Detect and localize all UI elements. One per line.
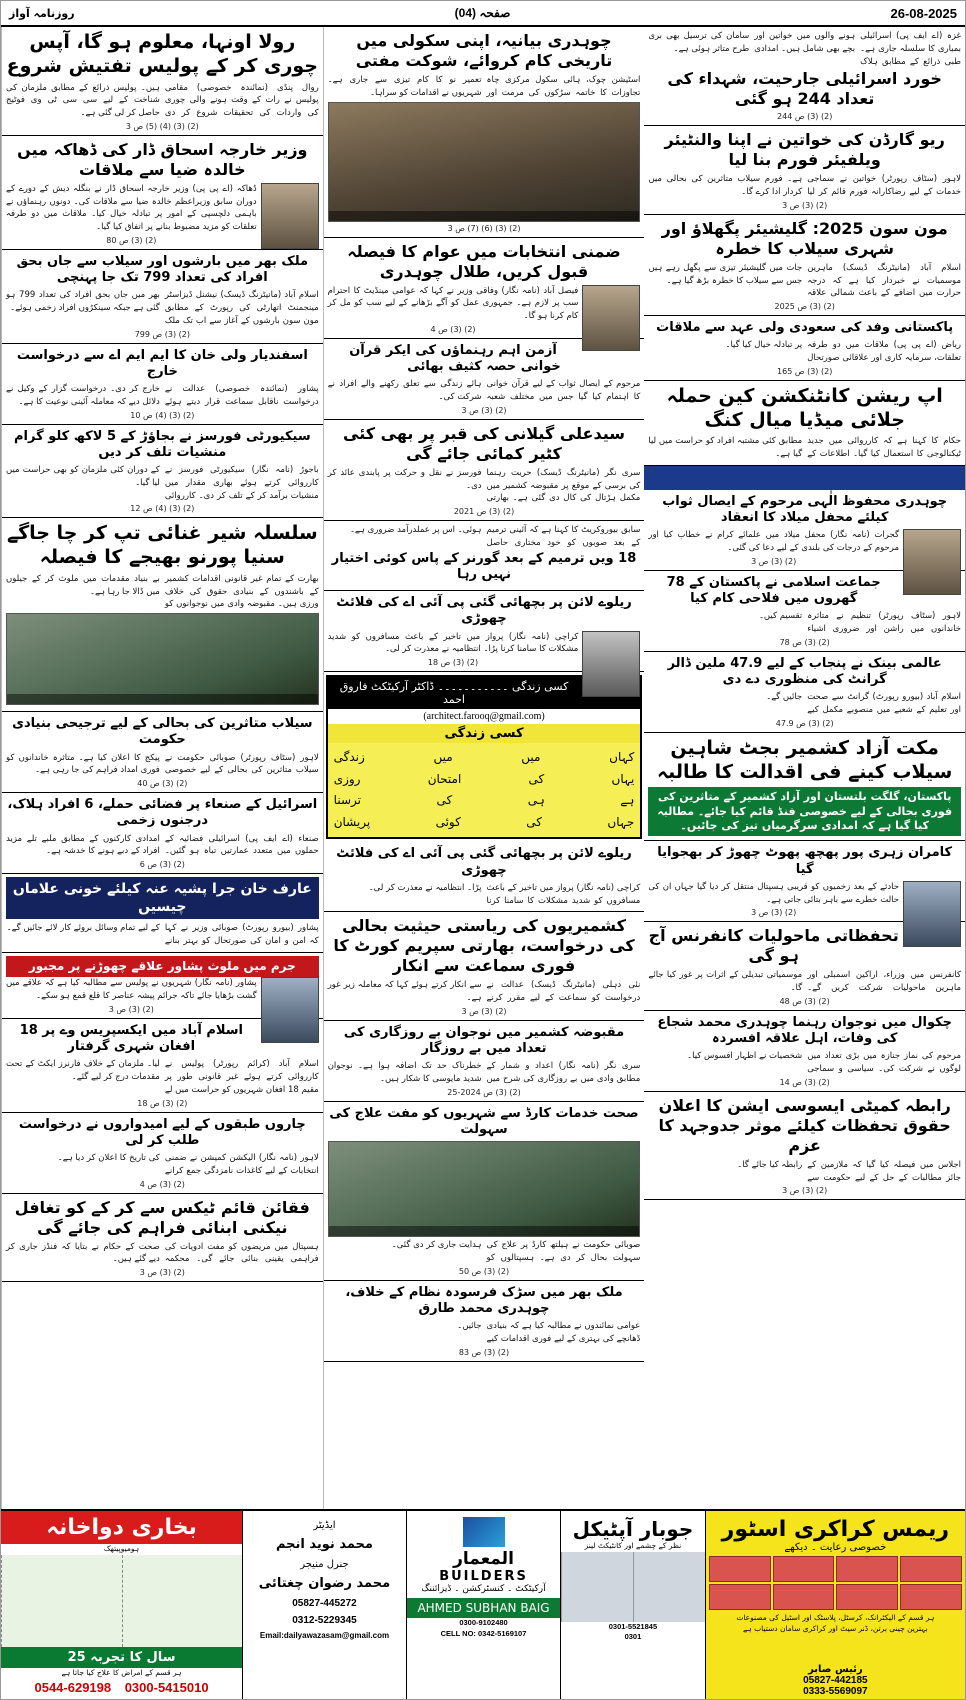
editor-label: ایڈیٹر [313,1520,336,1531]
lens-photo [633,1552,705,1622]
article-banner [2,874,323,953]
article-body: لاہور (سٹاف رپورٹر) تنظیم نے متاثرہ خاندانوں میں راشن اور ضروری اشیاء تقسیم کیں۔ [758,611,962,635]
column-1 [1,27,323,1699]
cell-number[interactable]: CELL NO: 0342-5169107 [440,1628,527,1638]
article-body: صوبائی حکومت نے ہیلتھ کارڈ پر علاج کی سہولت بحال کر دی ہے۔ ہسپتالوں کو ہدایت جاری کر دی گئی۔ [391,1240,641,1264]
article-body: لاہور (نامہ نگار) الیکشن کمیشن نے ضمنی انتخابات کے لیے کاغذات نامزدگی جمع کرانے کی تاریخ کا اعلان کر دیا ہے۔ [57,1153,319,1176]
headline: چاروں طبقوں کے لیے امیدواروں نے درخواست طلب کر لی [18,1116,306,1148]
article-body: پشاور (نمائندہ خصوصی) عدالت نے درخواست ناقابل سماعت قرار دیتے ہوئے خارج کر دی۔ درخواست گزار کے وکیل نے دلائل دیے کہ معاملہ آئینی نوعیت کا ہے۔ [6,384,319,407]
crockery-owner: رئیس صابر [808,1664,863,1675]
article-body: ریاض (اے پی پی) ملاقات میں دو طرفہ تعلقات، سرمایہ کاری اور علاقائی صورتحال پر تبادلہ خیال کیا گیا۔ [725,340,962,363]
headline: مکت آزاد کشمیر بجٹ شاہین سیلاب کینے فی اقدالت کا طالبہ [657,736,953,783]
article [2,1113,323,1194]
article-body: گجرات (نامہ نگار) محفل میلاد میں علمائے کرام نے خطاب کیا اور مرحوم کے درجات کی بلندی کے لیے دعا کی گئی۔ [648,530,900,554]
headline: تحفظاتی ماحولیات کانفرنس آج ہو گی [648,926,899,966]
pharmacy-phone-1[interactable]: 0544-629198 [34,1680,112,1695]
article [324,1102,645,1281]
article-body: کراچی (نامہ نگار) پرواز میں تاخیر کے باعث مسافروں کو شدید مشکلات کا سامنا کرنا پڑا۔ انتظامیہ نے معذرت کر لی۔ [368,882,641,906]
byline: (2) (3) ص 48 [779,996,830,1006]
article [2,136,323,250]
headline: 18 ویں ترمیم کے بعد گورنر کے پاس کوئی اختیار نہیں رہا [331,550,637,582]
optical-phone-2[interactable]: 0301 [624,1632,642,1641]
article-body: حکام کا کہنا ہے کہ کارروائی میں جدید ٹیکنالوجی کا استعمال کیا گیا۔ اطلاعات کے مطابق کئی مشتبہ افراد کو حراست میں لیا گیا ہے۔ [648,436,962,459]
poem-line [334,790,635,812]
headline: ریو گارڈن کی خواتین نے اپنا والنٹیئر ویلفیئر فورم بنا لیا [664,130,945,170]
manager-label: جنرل منیجر [300,1559,349,1571]
product-thumb [900,1556,962,1582]
ad-crockery[interactable] [705,1511,965,1699]
poem-word: امتحان [427,771,462,786]
byline: (2) (3) ص 14 [779,1077,830,1087]
byline: (2) (3) (4) ص 10 [130,410,195,420]
article [644,126,965,215]
glasses-photo [561,1552,633,1622]
byline: (2) (3) ص 2025 [774,302,835,311]
ad-builders[interactable] [406,1511,560,1699]
headline: فقائن قائم ٹیکس سے کر کے کو تغافل نیکنی ابنائی فراہم کی جائے گی [14,1197,310,1237]
article [2,27,323,136]
product-thumb [836,1556,898,1582]
byline: (2) (3) ص 165 [777,366,833,376]
crockery-phone-2[interactable]: 0333-5569097 [803,1686,868,1697]
poem-word: کہاں [609,750,635,764]
poem-line [334,769,635,791]
pharmacy-experience [1,1647,242,1668]
headline: آزمن اہم رہنماؤں کی ایکر قرآن خوانی حصہ کثیف بھائی [349,342,561,374]
article-body: عوامی نمائندوں نے مطالبہ کیا ہے کہ بنیادی ڈھانچے کی بہتری کے لیے فوری اقدامات کیے جائیں۔ [457,1321,641,1345]
article [324,339,645,420]
headline: سیکیورٹی فورسز نے بجاؤڑ کے 5 لاکھ کلو گرام منشیات تلف کر دیں [14,428,311,460]
crockery-product-grid [706,1553,965,1613]
crockery-contact [706,1664,965,1697]
headline: جرم میں ملوث پشاور علاقے چھوڑنے پر مجبور [6,956,319,978]
product-thumb [709,1556,771,1582]
headline: سیدعلی گیلانی کی قبر پر بھی کئی کٹیر کمائی جائے گی [343,423,625,463]
article-body: اسلام آباد (بیورو رپورٹ) گرانٹ سے صحت اور تعلیم کے شعبے میں منصوبے مکمل کیے جائیں گے۔ [766,692,962,716]
article [324,238,645,339]
headline: ضمنی انتخابات میں عوام کا فیصلہ قبول کریں، طلال چوہدری [347,241,621,281]
article-body: اسٹیشن چوک، ہائی سکول مرکزی چاہ تجاوزات کا خاتمہ سڑکوں کی مرمت اور تعمیر نو کا کام تیزی سے جاری ہے۔ شہریوں نے اقدامات کو سراہا۔ [327,75,641,98]
bottom-ad-row [1,1509,965,1699]
photo-caption [7,694,318,704]
article [324,1021,645,1102]
poem-word: روزی [333,771,361,786]
article-body: کانفرنس میں وزراء، اراکین اسمبلی اور ماہرین ماحولیات شرکت کریں گے۔ موسمیاتی تبدیلی کے اثرات پر غور کیا جائے گا۔ [648,970,962,994]
article-body: لاہور (سٹاف رپورٹر) خواتین نے سماجی خدمات کے لیے رضاکارانہ فورم قائم کر لیا ہے۔ فورم سیلاب متاثرین کی بحالی میں کردار ادا کرے گا۔ [648,174,962,197]
ad-pharmacy[interactable] [1,1511,242,1699]
poem-word: ہے [620,793,635,808]
headline: وزیر خارجہ اسحاق ڈار کی ڈھاکہ میں خالدہ ضیا سے ملاقات [17,139,308,179]
headline: عارف خان جرا پشیہ عنہ کیلئے خونی علاماں چیسیں [6,877,319,919]
headline: جماعت اسلامی نے پاکستان کے 78 گھروں میں فلاحی کام کیا [666,574,881,607]
optical-ad-body [561,1511,705,1699]
article [644,1011,965,1092]
article-body: اسلام آباد (مانیٹرنگ ڈیسک) ماہرین موسمیات نے خبردار کیا ہے کہ درجہ حرارت میں اضافے کے باعث شمالی علاقہ جات میں گلیشیئر تیزی سے پگھل رہے ہیں جس سے سیلاب کا خطرہ بڑھ گیا ہے۔ [648,262,962,299]
column-2 [323,27,645,1699]
byline: (2) (3) ص 3 [782,1186,828,1196]
article [2,1194,323,1283]
builders-person: AHMED SUBHAN BAIG [407,1598,560,1618]
section-banner [644,466,965,490]
product-thumb [836,1584,898,1610]
headline: اپ ریشن کانٹنکشن کین حملہ جلائی میڈیا میال کنگ [666,384,943,431]
optical-name: جوبار آپٹیکل [572,1517,694,1541]
article-body: سری نگر (نامہ نگار) اعداد و شمار کے مطابق وادی میں بے روزگاری کی شرح میں خطرناک حد تک اضافہ ہوا ہے۔ نوجوان شدید مایوسی کا شکار ہیں۔ [327,1061,641,1085]
poem-email: (architect.farooq@gmail.com) [423,711,545,722]
byline: (2) (3) ص 78 [779,637,830,647]
column-3 [644,27,965,1699]
builders-services: آرکیٹکٹ ۔ کنسٹرکشن ۔ ڈیزائننگ [421,1584,546,1594]
news-photo [328,102,641,222]
poem-word: پریشان [333,814,371,829]
headline: چوہدری محفوظ الٰہی مرحوم کے ایصال ثواب کیلئے محفل میلاد کا انعقاد [662,493,948,526]
optical-phone-1[interactable]: 0301-5521845 [608,1621,658,1631]
headline: اسلام آباد میں ایکسپریس وے پر 18 افغان شہری گرفتار [19,1022,243,1055]
portrait-photo [582,631,640,697]
headline: چوہدری بیانیہ، اپنی سکولی میں تاریخی کام کروائے، شوکت مفتی [355,31,613,70]
news-photo [328,1141,641,1237]
poem-title: کسی زندگی [328,724,641,743]
poem-word: کی [436,793,453,808]
headline: ملک بھر میں سڑک فرسودہ نظام کے خلاف، چوہدری محمد طارق [345,1284,623,1317]
pharmacy-title: بخاری دواخانہ [1,1511,242,1544]
poem-word: کی [528,771,545,786]
editor-name: محمد نوید انجم [275,1537,373,1552]
byline: (2) (3) ص 83 [458,1347,510,1357]
poem-author-line: کسی زندگی ۔۔۔۔۔۔۔۔۔۔۔ ڈاکٹر آرکیٹکٹ فاروق احمد [328,677,641,709]
byline: (2) (3) ص 799 [134,329,190,339]
byline: (2) (3) ص 80 [106,235,157,245]
article [2,344,323,425]
article [324,27,645,238]
poem-word: میں [433,750,453,764]
article [644,27,965,126]
manager-name: محمد رضوان چغتائی [258,1576,391,1592]
pharmacy-sub: ہومیوپیتھک [103,1544,140,1553]
article-body: روال پنڈی (نمائندہ خصوصی) مقامی پولیس نے رات کے وقت ہونے والی چوری کی واردات کی تحقیقات شروع کر دی ہیں۔ پولیس ذرائع کے مطابق ملزمان کی شناخت کے لیے سی سی ٹی وی فوٹیج حاصل کر لی گئی ہے۔ [6,82,319,118]
article-featured [2,518,323,712]
whatsapp-number[interactable]: 0300-9102480 [459,1618,508,1627]
crockery-phone-1[interactable]: 05827-442185 [803,1675,868,1686]
article-body: ہسپتال میں مریضوں کو مفت ادویات کی فراہمی یقینی بنائی جائے گی۔ محکمہ صحت کے حکام نے بتایا کہ فنڈز جاری کر دیے گئے ہیں۔ [6,1241,319,1265]
builders-ad-body [407,1517,560,1699]
byline: (2) (3) ص 3 [461,405,507,415]
pharmacy-phone-2[interactable]: 0300-5415010 [124,1680,209,1695]
paper-name: روزنامہ آواز [9,6,75,20]
poem-word: ہی [527,793,545,808]
crockery-line1: ہر قسم کے الیکٹرانک، کرسٹل، پلاسٹک اور اسٹیل کی مصنوعات [736,1613,935,1622]
builders-arabic-name: المعمار [453,1549,514,1569]
herbs-photo [1,1555,122,1647]
headline: خورد اسرائیلی جارحیت، شہداء کی تعداد 244 ہو گئی [667,69,942,109]
product-thumb [900,1584,962,1610]
portrait-photo [582,285,640,351]
article [324,521,645,591]
pharmacy-ad-body [1,1511,242,1699]
headline: مقبوضہ کشمیر میں نوجوان بے روزگاری کی تعداد میں بے روزگار [343,1024,625,1057]
article-body: اسلام آباد (مانیٹرنگ ڈیسک) نیشنل ڈیزاسٹر مینجمنٹ اتھارٹی کی رپورٹ کے مطابق مون سون بارشوں کے آغاز سے اب تک ملک بھر میں جاں بحق افراد کی تعداد 799 ہو گئی ہے جبکہ سینکڑوں افراد زخمی ہوئے۔ [6,290,319,326]
issue-date: 26-08-2025 [890,5,957,21]
article-body: باجوڑ (نامہ نگار) سیکیورٹی فورسز نے کارروائی کرتے ہوئے بھاری مقدار میں منشیات برآمد کر کے تلف کر دی۔ کارروائی کے دوران کئی ملزمان کو بھی حراست میں لیا گیا۔ [6,465,319,501]
masthead [1,1,965,27]
byline: (2) (3) ص 6 [139,860,185,869]
headline: چکوال میں نوجوان رہنما چوہدری محمد شجاع کی وفات، اہل علاقہ افسردہ [657,1014,953,1047]
article [644,316,965,381]
headline: سیلاب متاثرین کی بحالی کے لیے ترجیحی بنیادی حکومت [12,716,313,748]
article-body: اجلاس میں فیصلہ کیا گیا کہ ملازمین کے جائز مطالبات کے حل کے لیے حکومت سے رابطہ کیا جائے گا۔ [737,1159,962,1183]
byline: (2) (3) ص 3 [751,556,797,566]
article [2,953,323,1019]
article-body: پشاور (بیورو رپورٹ) صوبائی وزیر نے کہا کہ امن و امان کی صورتحال کو بہتر بنانے کے لیے تمام وسائل بروئے کار لائے جائیں گے۔ [6,923,319,947]
article [2,425,323,519]
headline: کامران زہری پور پھچھ پھوٹ چھوڑ کر بھجوایا گیا [657,845,953,877]
byline: (2) (3) ص 3 [782,200,828,210]
press-phone-1[interactable]: 05827-445272 [292,1598,357,1610]
byline: (2) (3) ص 3 [751,908,797,918]
byline: (2) (3) ص 244 [777,112,833,122]
headline: ملک بھر میں بارشوں اور سیلاب سے جاں بحق افراد کی تعداد 799 تک جا پہنچی [16,253,309,285]
press-phone-2[interactable]: 0312-5229345 [292,1615,357,1627]
portrait-photo [903,881,961,947]
crockery-line2: بہترین چینی برتن، ڈنر سیٹ اور کراکری سامان دستیاب ہے [742,1623,928,1633]
byline: (2) (3) (4) (5) ص 3 [125,121,199,131]
pharmacy-contact [1,1678,242,1698]
article-banner [644,381,965,466]
pharmacy-product-images [1,1555,242,1647]
article-body: مرحوم کی نماز جنازہ میں بڑی تعداد میں لوگوں نے شرکت کی۔ سیاسی و سماجی شخصیات نے اظہار افسوس کیا۔ [687,1051,962,1075]
photo-caption [329,211,640,221]
article [324,1281,645,1362]
byline: (2) (3) ص 3 [139,1268,185,1278]
headline: ریلوے لائن پر بچھائی گئی پی آئی اے کی فلائٹ چھوڑی [336,846,632,878]
article [324,420,645,521]
experience-label: سال کا تجربہ [90,1649,176,1665]
headline: رابطہ کمیٹی ایسوسی ایشن کا اعلان حقوق تحفظات کیلئے موثر جدوجہد کا عزم [658,1095,951,1155]
photo-caption [329,1226,640,1236]
article-body: غزہ (اے ایف پی) اسرائیلی بمباری کا سلسلہ جاری ہے۔ طبی ذرائع کے مطابق ہلاک ہونے والوں میں خواتین اور بچے بھی شامل ہیں۔ امدادی سامان کی ترسیل بھی بری طرح متاثر ہوئی ہے۔ [648,31,962,67]
article-subhead: پاکستان، گلگت بلتستان اور آزاد کشمیر کے متاثرین کی فوری بحالی کے لیے خصوصی فنڈ قائم کیا جائے۔ مطالبہ کیا گیا ہے کہ امدادی سرگرمیاں تیز کی جائیں۔ [648,787,961,836]
article [644,841,965,922]
poem-word: زندگی [333,750,365,764]
portrait-photo [261,977,319,1043]
headline: صحت خدمات کارڈ سے شہریوں کو مفت علاج کی سہولت [329,1105,639,1138]
byline: (2) (3) ص 3 [461,1006,507,1016]
article-featured [644,733,965,841]
optical-sub: نظر کے چشمے اور کانٹیکٹ لینز [584,1541,682,1550]
byline: (2) (3) ص 40 [137,779,188,788]
poem-word: میں [521,750,541,764]
portrait-photo [903,529,961,595]
news-photo [6,613,319,705]
publication-imprint [242,1511,406,1699]
press-email[interactable]: Email:dailyawazasam@gmail.com [259,1631,390,1641]
poem-line [334,812,635,834]
builders-brand: BUILDERS [439,1569,528,1584]
poem-lines [328,743,641,837]
poem-word: کوئی [435,814,461,829]
headline: مون سون 2025: گلیشیئر پگھلاؤ اور شہری سیلاب کا خطرہ [661,218,948,258]
article [2,793,323,874]
headline: کشمیریوں کی ریاستی حیثیت بحالی کی درخواست، بھارتی سپریم کورٹ کا فوری سماعت سے انکار [333,916,635,976]
poem-box [326,675,643,839]
article-body: ڈھاکہ (اے پی پی) وزیر خارجہ اسحاق ڈار نے بنگلہ دیش کے دورے کے دوران سابق وزیراعظم خالدہ ضیا سے ملاقات کی۔ دونوں رہنماؤں نے باہمی دلچسپی کے امور پر تبادلہ خیال کیا۔ ملاقات میں دو طرفہ تعلقات کو مزید مضبوط بنانے پر اتفاق کیا گیا۔ [6,183,257,232]
builders-logo-icon [463,1517,505,1547]
article-body: سابق بیوروکریٹ کا کہنا ہے کہ آئینی ترمیم کے بعد صوبوں کو خود مختاری حاصل ہوئی۔ اس پر عملدرآمد ضروری ہے۔ [349,525,641,548]
columns-container [1,27,965,1699]
article [644,490,965,571]
byline: (2) (3) ص 47.9 [775,718,834,728]
article-body: حادثے کے بعد زخمیوں کو قریبی ہسپتال منتقل کر دیا گیا جہاں ان کی حالت خطرے سے باہر بتائی جاتی ہے۔ [648,881,900,905]
byline: (2) (3) ص 18 [137,1098,188,1108]
poem-word: یہاں [611,771,635,786]
article-body: صنعاء (اے ایف پی) اسرائیلی فضائیہ کے حملوں میں متعدد عمارتیں تباہ ہو گئیں۔ امدادی کارکنوں کے مطابق ملبے تلے مزید افراد کے دبے ہونے کا خدشہ ہے۔ [6,833,319,857]
headline: اسفندیار ولی خان کا ایم ایم اے سے درخواست خارج [16,347,308,379]
headline: رولا اونہا، معلوم ہو گا، آپس چوری کر کے پولیس تفتیش شروع [6,31,319,77]
headline: سلسلہ شیر غنائی تپ کر چا جاگے سنیا پورنو بھیجے کا فیصلہ [6,522,318,568]
experience-years: 25 [67,1649,86,1665]
product-thumb [773,1584,835,1610]
poem-line [334,747,635,769]
crockery-sub: خصوصی رعایت ۔ دیکھے [784,1542,887,1553]
article [324,591,645,672]
article-body: اسلام آباد (کرائم رپورٹر) پولیس نے کارروائی کرتے ہوئے غیر قانونی طور پر مقیم 18 افغان شہریوں کو حراست میں لے لیا۔ ملزمان کے خلاف فارنرز ایکٹ کے تحت مقدمات درج کر لیے گئے۔ [6,1059,319,1095]
article-body: کراچی (نامہ نگار) پرواز میں تاخیر کے باعث مسافروں کو شدید مشکلات کا سامنا کرنا پڑا۔ انتظامیہ نے معذرت کر لی۔ [327,631,579,655]
byline: (2) (3) ص 4 [139,1179,185,1189]
headline: عالمی بینک نے پنجاب کے لیے 47.9 ملین ڈالر گرانٹ کی منظوری دے دی [667,655,942,688]
optical-images [561,1552,705,1622]
article [644,1092,965,1201]
article [324,912,645,1021]
article-body: نئی دہلی (مانیٹرنگ ڈیسک) عدالت نے درخواست کو سماعت کے لیے مقرر کرنے سے انکار کرتے ہوئے کہا کہ معاملہ زیر غور ہے۔ [327,980,641,1004]
byline: (2) (3) (4) ص 12 [130,504,195,514]
poem-word: کی [526,814,542,829]
article-body: سری نگر (مانیٹرنگ ڈیسک) حریت رہنما کی برسی کے موقع پر مقبوضہ کشمیر میں مکمل ہڑتال کی کال دی گئی ہے۔ بھارتی فورسز نے نقل و حرکت پر پابندی عائد کر دی۔ [327,467,641,504]
poem-word: جہاں [607,814,635,829]
article [324,842,645,912]
medicine-bottles-photo [122,1555,243,1647]
article-body: فیصل آباد (نامہ نگار) وفاقی وزیر نے کہا کہ عوامی مینڈیٹ کا احترام سب پر لازم ہے۔ جمہوری عمل کو آگے بڑھانے کے لیے سب کو مل کر کام کرنا ہو گا۔ [327,285,579,321]
page-number: صفحہ (04) [454,6,511,20]
crockery-ad-body [706,1511,965,1699]
portrait-photo [261,183,319,249]
product-thumb [773,1556,835,1582]
headline: پاکستانی وفد کی سعودی ولی عہد سے ملاقات [656,320,954,335]
byline: (2) (3) ص 4 [430,324,476,334]
article [2,712,323,793]
article-body: مرحوم کے ایصال ثواب کے لیے قرآن خوانی کا اہتمام کیا گیا جس میں مختلف شعبہ ہائے زندگی سے تعلق رکھنے والے افراد نے شرکت کی۔ [327,379,641,402]
ad-optical[interactable] [560,1511,705,1699]
article [2,250,323,344]
byline: (2) (3) ص 50 [458,1266,510,1276]
article [644,215,965,316]
byline: (2) (3) ص 2024-25 [447,1087,521,1097]
byline: (2) (3) ص 2021 [453,507,515,516]
article-body: لاہور (سٹاف رپورٹر) صوبائی حکومت نے سیلاب متاثرین کی بحالی کے لیے خصوصی پیکج کا اعلان کیا ہے۔ متاثرہ خاندانوں کو فوری امداد فراہم کی جا رہی ہے۔ [6,752,319,776]
headline: اسرائیل کے صنعاء پر فضائی حملے، 6 افراد ہلاک، درجنوں زخمی [7,797,318,829]
byline: (2) (3) ص 18 [427,658,479,667]
poem-word: ترسنا [333,793,361,808]
pharmacy-line: ہر قسم کے امراض کا علاج کیا جاتا ہے [61,1667,182,1677]
byline: (2) (3) (6) (7) ص 3 [447,223,521,233]
headline: ریلوے لائن پر بچھائی گئی پی آئی اے کی فلائٹ چھوڑی [336,595,632,627]
product-thumb [709,1584,771,1610]
article-body: بھارت کے تمام غیر قانونی اقدامات کشمیر کے باشندوں کے بنیادی حقوق کی خلاف ورزی ہیں۔ مقبوضہ وادی میں نوجوانوں کو بے بنیاد مقدمات میں ملوث کر کے جیلوں میں ڈالا جا رہا ہے۔ [6,573,319,610]
crockery-title: ریمس کراکری اسٹور [721,1517,950,1542]
article [644,652,965,733]
byline: (2) (3) ص 3 [108,1004,154,1014]
article-body: پشاور (نامہ نگار) شہریوں نے پولیس سے مطالبہ کیا ہے کہ علاقے میں گشت بڑھایا جائے تاکہ جرائم پیشہ عناصر کا قلع قمع ہو سکے۔ [6,978,257,1002]
